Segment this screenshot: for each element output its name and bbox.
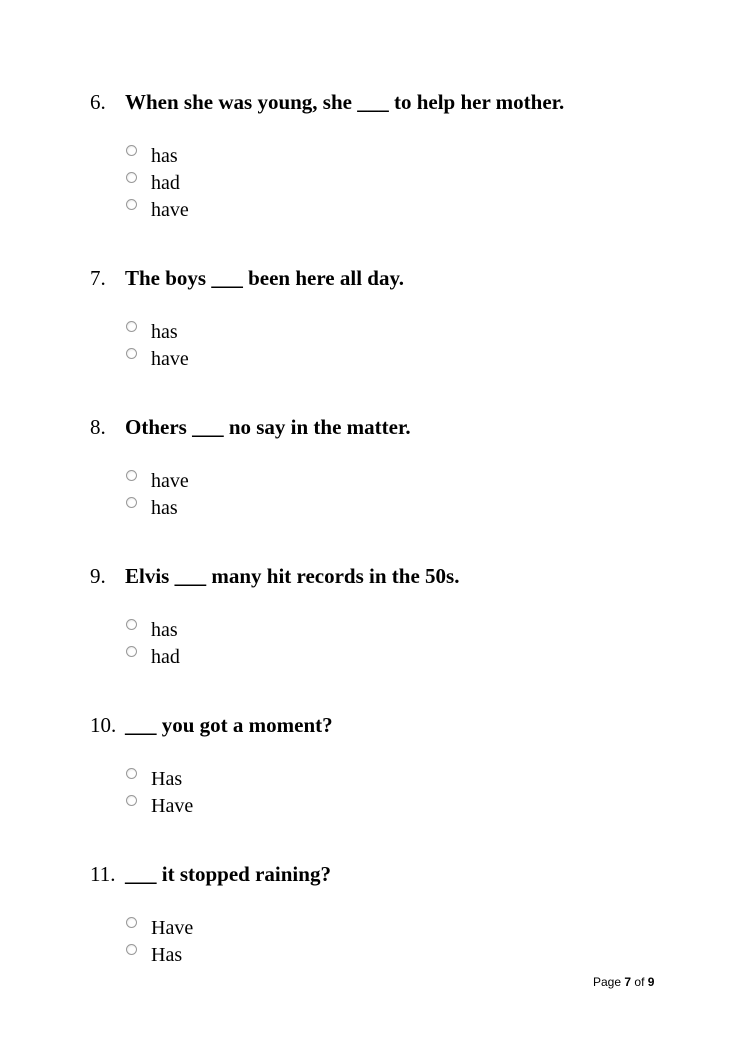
radio-button-icon[interactable] (126, 944, 137, 955)
radio-button-icon[interactable] (126, 172, 137, 183)
option-label: have (151, 348, 189, 370)
answer-option[interactable] (126, 915, 710, 942)
radio-button-icon[interactable] (126, 917, 137, 928)
option-label: has (151, 321, 178, 343)
answer-option[interactable] (126, 468, 710, 495)
question-text: ___ you got a moment? (125, 713, 333, 737)
question-number: 8. (90, 415, 106, 439)
answer-option[interactable] (126, 170, 710, 197)
page-label: Page (593, 975, 622, 989)
question (90, 861, 710, 969)
radio-button-icon[interactable] (126, 199, 137, 210)
option-label: had (151, 646, 180, 668)
option-label: has (151, 497, 178, 519)
question-text: Elvis ___ many hit records in the 50s. (125, 564, 460, 588)
question-heading (90, 414, 710, 441)
question (90, 563, 710, 671)
radio-button-icon[interactable] (126, 470, 137, 481)
answer-option[interactable] (126, 319, 710, 346)
question-number: 7. (90, 266, 106, 290)
radio-button-icon[interactable] (126, 321, 137, 332)
option-label: Have (151, 917, 194, 939)
question-heading (90, 712, 710, 739)
question-text: ___ it stopped raining? (125, 862, 331, 886)
question (90, 265, 710, 373)
answer-option[interactable] (126, 495, 710, 522)
option-label: Has (151, 768, 183, 790)
question-text: The boys ___ been here all day. (125, 266, 405, 290)
question-number: 6. (90, 90, 106, 114)
radio-button-icon[interactable] (126, 795, 137, 806)
option-label: has (151, 145, 178, 167)
question-text: Others ___ no say in the matter. (125, 415, 411, 439)
question-text: When she was young, she ___ to help her mother. (125, 90, 565, 114)
radio-button-icon[interactable] (126, 768, 137, 779)
answer-option[interactable] (126, 197, 710, 224)
option-group (90, 468, 710, 522)
question-list (90, 89, 710, 1010)
question-heading (90, 265, 710, 292)
answer-option[interactable] (126, 346, 710, 373)
option-label: have (151, 470, 189, 492)
question-heading (90, 89, 710, 116)
option-label: Have (151, 795, 194, 817)
question-number: 11. (90, 862, 116, 886)
option-label: had (151, 172, 180, 194)
option-group (90, 915, 710, 969)
question (90, 89, 710, 224)
option-label: Has (151, 944, 183, 966)
option-group (90, 766, 710, 820)
question-heading (90, 861, 710, 888)
option-label: has (151, 619, 178, 641)
current-page: 7 (624, 975, 632, 989)
option-group (90, 143, 710, 224)
of-label: of (634, 975, 645, 989)
radio-button-icon[interactable] (126, 348, 137, 359)
answer-option[interactable] (126, 143, 710, 170)
question-heading (90, 563, 710, 590)
radio-button-icon[interactable] (126, 646, 137, 657)
answer-option[interactable] (126, 793, 710, 820)
question-number: 10. (90, 713, 117, 737)
question (90, 414, 710, 522)
total-pages: 9 (647, 975, 655, 989)
radio-button-icon[interactable] (126, 497, 137, 508)
answer-option[interactable] (126, 644, 710, 671)
option-group (90, 617, 710, 671)
radio-button-icon[interactable] (126, 145, 137, 156)
question (90, 712, 710, 820)
question-number: 9. (90, 564, 106, 588)
option-group (90, 319, 710, 373)
answer-option[interactable] (126, 617, 710, 644)
page-footer (593, 975, 654, 989)
answer-option[interactable] (126, 766, 710, 793)
radio-button-icon[interactable] (126, 619, 137, 630)
option-label: have (151, 199, 189, 221)
answer-option[interactable] (126, 942, 710, 969)
